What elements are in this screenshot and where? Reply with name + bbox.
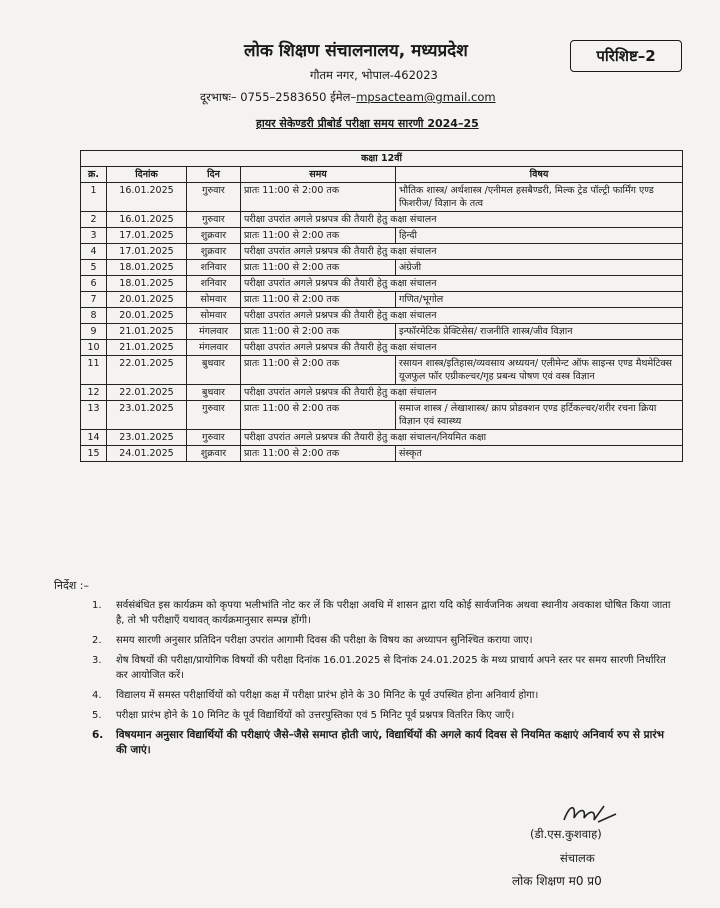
signatory-role: संचालक — [560, 851, 595, 865]
instruction-text: समय सारणी अनुसार प्रतिदिन परीक्षा उपरांत आगामी दिवस की परीक्षा के विषय का अध्यापन सुनिश्चित कराया जाए। — [116, 635, 533, 646]
table-row — [81, 228, 683, 244]
row-time: प्रातः 11:00 से 2:00 तक — [241, 446, 396, 462]
row-activity: परीक्षा उपरांत अगले प्रश्नपत्र की तैयारी हेतु कक्षा संचालन/नियमित कक्षा — [241, 430, 683, 446]
row-day: गुरुवार — [187, 212, 241, 228]
column-header-row — [81, 167, 683, 183]
class-heading: कक्षा 12वीं — [81, 151, 683, 167]
table-row — [81, 244, 683, 260]
signature-scribble — [560, 800, 620, 828]
row-number: 14 — [81, 430, 107, 446]
row-number: 7 — [81, 292, 107, 308]
instruction-item — [92, 598, 674, 628]
annex-label: परिशिष्ट–2 — [570, 40, 682, 72]
row-number: 1 — [81, 183, 107, 212]
col-header-date: दिनांक — [107, 167, 187, 183]
row-activity: परीक्षा उपरांत अगले प्रश्नपत्र की तैयारी हेतु कक्षा संचालन — [241, 212, 683, 228]
signatory-name: (डी.एस.कुशवाह) — [530, 827, 602, 841]
row-time: प्रातः 11:00 से 2:00 तक — [241, 292, 396, 308]
row-subject: हिन्दी — [396, 228, 683, 244]
row-day: शुक्रवार — [187, 244, 241, 260]
table-row — [81, 385, 683, 401]
row-time: प्रातः 11:00 से 2:00 तक — [241, 183, 396, 212]
row-date: 22.01.2025 — [107, 356, 187, 385]
table-row — [81, 183, 683, 212]
col-header-subject: विषय — [396, 167, 683, 183]
row-day: बुधवार — [187, 385, 241, 401]
instruction-number: 4. — [92, 690, 102, 701]
row-time: प्रातः 11:00 से 2:00 तक — [241, 228, 396, 244]
row-time: प्रातः 11:00 से 2:00 तक — [241, 260, 396, 276]
phone-text: दूरभाषः– 0755–2583650 ईमेल– — [200, 90, 357, 104]
row-subject: समाज शास्त्र / लेखाशास्त्र/ क्राप प्रोडक्शन एण्ड हर्टिकल्चर/शरीर रचना क्रिया विज्ञान एवं स्वास्थ्य — [396, 401, 683, 430]
instructions-list — [92, 598, 674, 763]
table-row — [81, 324, 683, 340]
row-subject: अंग्रेजी — [396, 260, 683, 276]
instruction-number: 5. — [92, 710, 102, 721]
row-day: शनिवार — [187, 276, 241, 292]
instruction-text: परीक्षा प्रारंभ होने के 10 मिनिट के पूर्व विद्यार्थियों को उत्तरपुस्तिका एवं 5 मिनिट पूर्व प्रश्नपत्र वितरित किए जाएँ। — [116, 710, 515, 721]
instruction-item — [92, 633, 674, 648]
row-subject: रसायन शास्त्र/इतिहास/व्यवसाय अध्ययन/ एलीमेन्ट ऑफ साइन्स एण्ड मैथमेटिक्स यूजफुल फॉर एग्रीकल्चर/गृह प्रबन्ध पोषण एवं वस्त्र विज्ञान — [396, 356, 683, 385]
col-header-time: समय — [241, 167, 396, 183]
table-row — [81, 430, 683, 446]
row-date: 20.01.2025 — [107, 292, 187, 308]
row-day: सोमवार — [187, 292, 241, 308]
row-date: 24.01.2025 — [107, 446, 187, 462]
instruction-text: विषयमान अनुसार विद्यार्थियों की परीक्षाएं जैसे–जैसे समाप्त होती जाएं, विद्यार्थियों की अगले कार्य दिवस से नियमित कक्षाएं अनिवार्य रुप से प्रारंभ की जाएं। — [116, 729, 665, 756]
row-day: शुक्रवार — [187, 446, 241, 462]
signatory-org: लोक शिक्षण म0 प्र0 — [512, 874, 602, 888]
row-time: प्रातः 11:00 से 2:00 तक — [241, 401, 396, 430]
instruction-item — [92, 708, 674, 723]
row-date: 16.01.2025 — [107, 183, 187, 212]
row-date: 23.01.2025 — [107, 430, 187, 446]
row-number: 10 — [81, 340, 107, 356]
row-time: प्रातः 11:00 से 2:00 तक — [241, 324, 396, 340]
row-day: मंगलवार — [187, 340, 241, 356]
row-number: 2 — [81, 212, 107, 228]
row-date: 18.01.2025 — [107, 260, 187, 276]
row-subject: इन्फॉरमेटिक प्रेक्टिसेस/ राजनीति शास्त्र/जीव विज्ञान — [396, 324, 683, 340]
row-number: 15 — [81, 446, 107, 462]
contact-line — [200, 90, 496, 105]
row-subject: गणित/भूगोल — [396, 292, 683, 308]
row-date: 18.01.2025 — [107, 276, 187, 292]
row-date: 17.01.2025 — [107, 228, 187, 244]
row-day: गुरुवार — [187, 401, 241, 430]
col-header-day: दिन — [187, 167, 241, 183]
table-row — [81, 340, 683, 356]
row-day: सोमवार — [187, 308, 241, 324]
row-number: 3 — [81, 228, 107, 244]
instructions-heading: निर्देश :– — [54, 579, 89, 592]
row-date: 21.01.2025 — [107, 340, 187, 356]
row-date: 23.01.2025 — [107, 401, 187, 430]
row-number: 6 — [81, 276, 107, 292]
instruction-number: 3. — [92, 655, 102, 666]
table-row — [81, 260, 683, 276]
row-date: 17.01.2025 — [107, 244, 187, 260]
row-number: 9 — [81, 324, 107, 340]
table-row — [81, 276, 683, 292]
row-day: गुरुवार — [187, 183, 241, 212]
row-number: 5 — [81, 260, 107, 276]
instruction-item — [92, 688, 674, 703]
row-date: 16.01.2025 — [107, 212, 187, 228]
row-activity: परीक्षा उपरांत अगले प्रश्नपत्र की तैयारी हेतु कक्षा संचालन — [241, 308, 683, 324]
table-row — [81, 401, 683, 430]
row-number: 11 — [81, 356, 107, 385]
row-activity: परीक्षा उपरांत अगले प्रश्नपत्र की तैयारी हेतु कक्षा संचालन — [241, 276, 683, 292]
row-number: 8 — [81, 308, 107, 324]
exam-schedule-table — [80, 150, 683, 462]
row-activity: परीक्षा उपरांत अगले प्रश्नपत्र की तैयारी हेतु कक्षा संचालन — [241, 244, 683, 260]
office-title: लोक शिक्षण संचालनालय, मध्यप्रदेश — [244, 41, 468, 61]
schedule-body — [81, 183, 683, 462]
row-day: शुक्रवार — [187, 228, 241, 244]
row-number: 13 — [81, 401, 107, 430]
instruction-number: 1. — [92, 600, 102, 611]
row-date: 20.01.2025 — [107, 308, 187, 324]
row-date: 21.01.2025 — [107, 324, 187, 340]
row-activity: परीक्षा उपरांत अगले प्रश्नपत्र की तैयारी हेतु कक्षा संचालन — [241, 385, 683, 401]
email-link[interactable]: mpsacteam@gmail.com — [356, 90, 496, 104]
row-day: मंगलवार — [187, 324, 241, 340]
table-row — [81, 212, 683, 228]
row-number: 12 — [81, 385, 107, 401]
table-row — [81, 446, 683, 462]
instruction-text: विद्यालय में समस्त परीक्षार्थियों को परीक्षा कक्ष में परीक्षा प्रारंभ होने के 30 मिनिट के पूर्व उपस्थित होना अनिवार्य होगा। — [116, 690, 539, 701]
instruction-text: सर्वसंबंधित इस कार्यक्रम को कृपया भलीभांति नोट कर लें कि परीक्षा अवधि में शासन द्वारा यदि कोई सार्वजनिक अथवा स्थानीय अवकाश घोषित किया जाता है, तो भी परीक्षाएँ यथावत् कार्यक्रमानुसार सम्पन्न होंगी। — [116, 600, 671, 626]
col-header-no: क्र. — [81, 167, 107, 183]
document-subtitle: हायर सेकेण्डरी प्रीबोर्ड परीक्षा समय सारणी 2024–25 — [256, 117, 479, 130]
row-activity: परीक्षा उपरांत अगले प्रश्नपत्र की तैयारी हेतु कक्षा संचालन — [241, 340, 683, 356]
instruction-item — [92, 728, 674, 758]
instruction-text: शेष विषयों की परीक्षा/प्रायोगिक विषयों की परीक्षा दिनांक 16.01.2025 से दिनांक 24.01.2025 के मध्य प्राचार्य अपने स्तर पर समय सारणी निर्धारित कर आयोजित करें। — [116, 655, 666, 681]
row-date: 22.01.2025 — [107, 385, 187, 401]
table-row — [81, 356, 683, 385]
table-row — [81, 308, 683, 324]
instruction-number: 2. — [92, 635, 102, 646]
instruction-item — [92, 653, 674, 683]
row-day: बुधवार — [187, 356, 241, 385]
row-day: शनिवार — [187, 260, 241, 276]
instruction-number: 6. — [92, 729, 104, 741]
row-subject: भौतिक शास्त्र/ अर्थशास्त्र /एनीमल हसबैण्डरी, मिल्क ट्रेड पॉल्ट्री फार्मिंग एण्ड फिशरीज/ विज्ञान के तत्व — [396, 183, 683, 212]
row-subject: संस्कृत — [396, 446, 683, 462]
table-row — [81, 292, 683, 308]
row-time: प्रातः 11:00 से 2:00 तक — [241, 356, 396, 385]
office-address: गौतम नगर, भोपाल-462023 — [310, 68, 438, 82]
row-day: गुरुवार — [187, 430, 241, 446]
row-number: 4 — [81, 244, 107, 260]
